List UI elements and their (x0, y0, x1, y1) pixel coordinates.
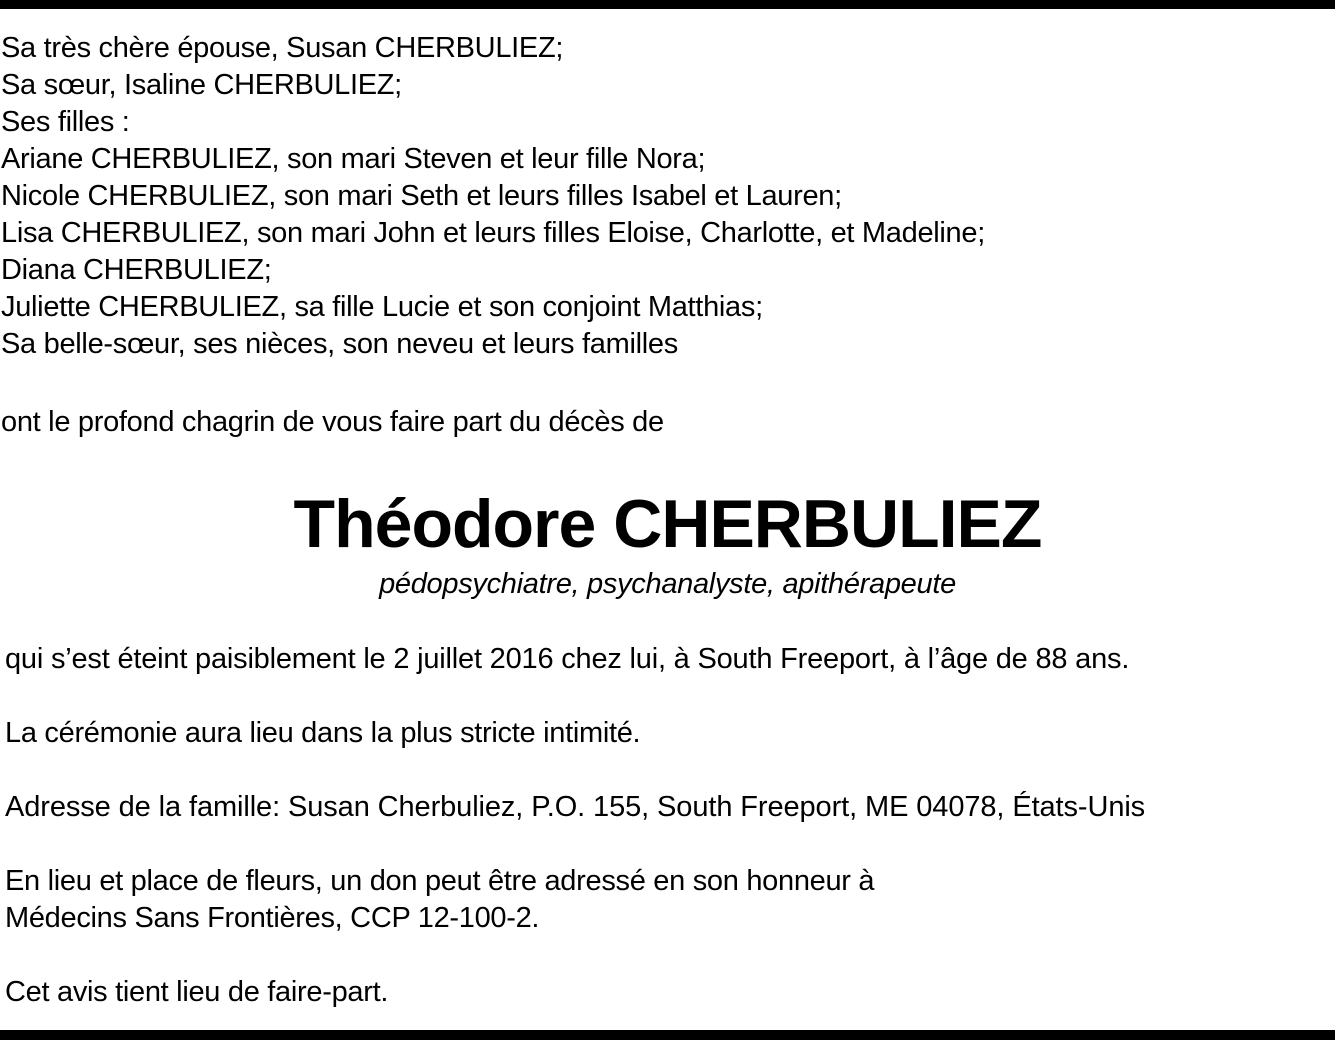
deceased-name: Théodore CHERBULIEZ (293, 486, 1042, 562)
family-line-diana: Diana CHERBULIEZ; (1, 254, 272, 286)
family-line-ariane: Ariane CHERBULIEZ, son mari Steven et leur fille Nora; (1, 143, 706, 175)
announcement-intro: ont le profond chagrin de vous faire part du décès de (1, 406, 664, 438)
donation-statement (5, 863, 874, 937)
family-line-juliette: Juliette CHERBULIEZ, sa fille Lucie et son conjoint Matthias; (1, 291, 763, 323)
family-line-daughters-heading: Ses filles : (1, 106, 130, 138)
family-members-list (1, 30, 985, 363)
death-statement: qui s’est éteint paisiblement le 2 juillet 2016 chez lui, à South Freeport, à l’âge de 88 ans. (5, 643, 1130, 675)
family-address: Adresse de la famille: Susan Cherbuliez, P.O. 155, South Freeport, ME 04078, États-Unis (5, 791, 1146, 823)
deceased-profession: pédopsychiatre, psychanalyste, apithérapeute (379, 568, 956, 600)
ceremony-statement: La cérémonie aura lieu dans la plus stricte intimité. (5, 717, 641, 749)
family-line-sister: Sa sœur, Isaline CHERBULIEZ; (1, 69, 402, 101)
family-line-extended: Sa belle-sœur, ses nièces, son neveu et leurs familles (1, 328, 678, 360)
top-border-rule (0, 0, 1335, 9)
bottom-border-rule (0, 1030, 1335, 1040)
donation-line-2: Médecins Sans Frontières, CCP 12-100-2. (5, 902, 540, 934)
family-line-lisa: Lisa CHERBULIEZ, son mari John et leurs filles Eloise, Charlotte, et Madeline; (1, 217, 985, 249)
family-line-nicole: Nicole CHERBULIEZ, son mari Seth et leurs filles Isabel et Lauren; (1, 180, 842, 212)
family-line-spouse: Sa très chère épouse, Susan CHERBULIEZ; (1, 32, 564, 64)
notice-statement: Cet avis tient lieu de faire-part. (5, 976, 389, 1008)
donation-line-1: En lieu et place de fleurs, un don peut être adressé en son honneur à (5, 865, 875, 897)
